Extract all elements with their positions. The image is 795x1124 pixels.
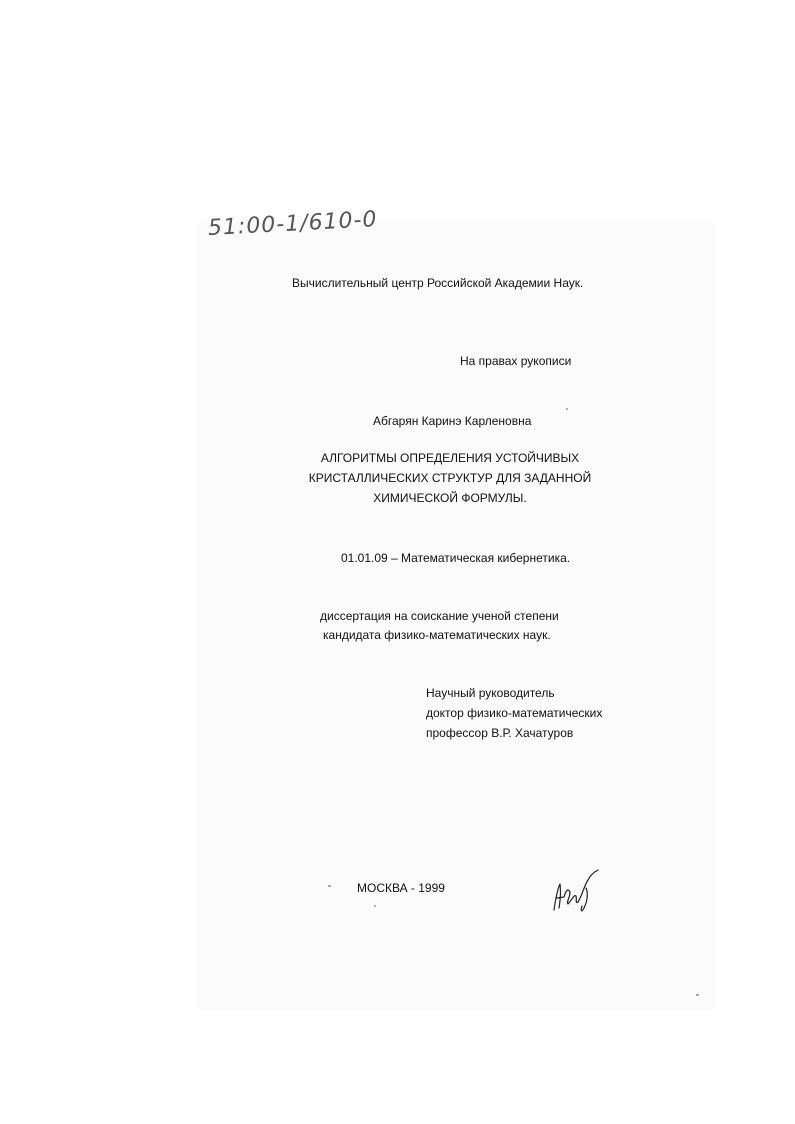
title-line: ХИМИЧЕСКОЙ ФОРМУЛЫ. <box>373 491 527 505</box>
scan-speck <box>696 994 699 996</box>
scan-speck <box>566 408 568 410</box>
rights-note: На правах рукописи <box>460 354 572 368</box>
author-name: Абгарян Каринэ Карленовна <box>373 414 532 428</box>
title-line: АЛГОРИТМЫ ОПРЕДЕЛЕНИЯ УСТОЙЧИВЫХ <box>320 451 580 465</box>
city-year: МОСКВА - 1999 <box>357 881 445 895</box>
scan-speck <box>374 905 376 907</box>
institution-name: Вычислительный центр Российской Академии Наук. <box>292 276 584 290</box>
speciality-code: 01.01.09 – Математическая кибернетика. <box>341 551 571 565</box>
supervisor-line: доктор физико-математических <box>426 706 603 720</box>
degree-line: кандидата физико-математических наук. <box>323 628 551 642</box>
supervisor-line: профессор В.Р. Хачатуров <box>426 726 574 740</box>
scan-speck <box>328 885 331 887</box>
dissertation-title <box>300 448 600 508</box>
supervisor-line: Научный руководитель <box>426 686 555 700</box>
archive-stamp: 51:00-1/610-0 <box>207 207 379 241</box>
degree-line: диссертация на соискание ученой степени <box>320 609 559 623</box>
handwritten-signature <box>548 866 606 916</box>
title-line: КРИСТАЛЛИЧЕСКИХ СТРУКТУР ДЛЯ ЗАДАННОЙ <box>308 471 592 485</box>
